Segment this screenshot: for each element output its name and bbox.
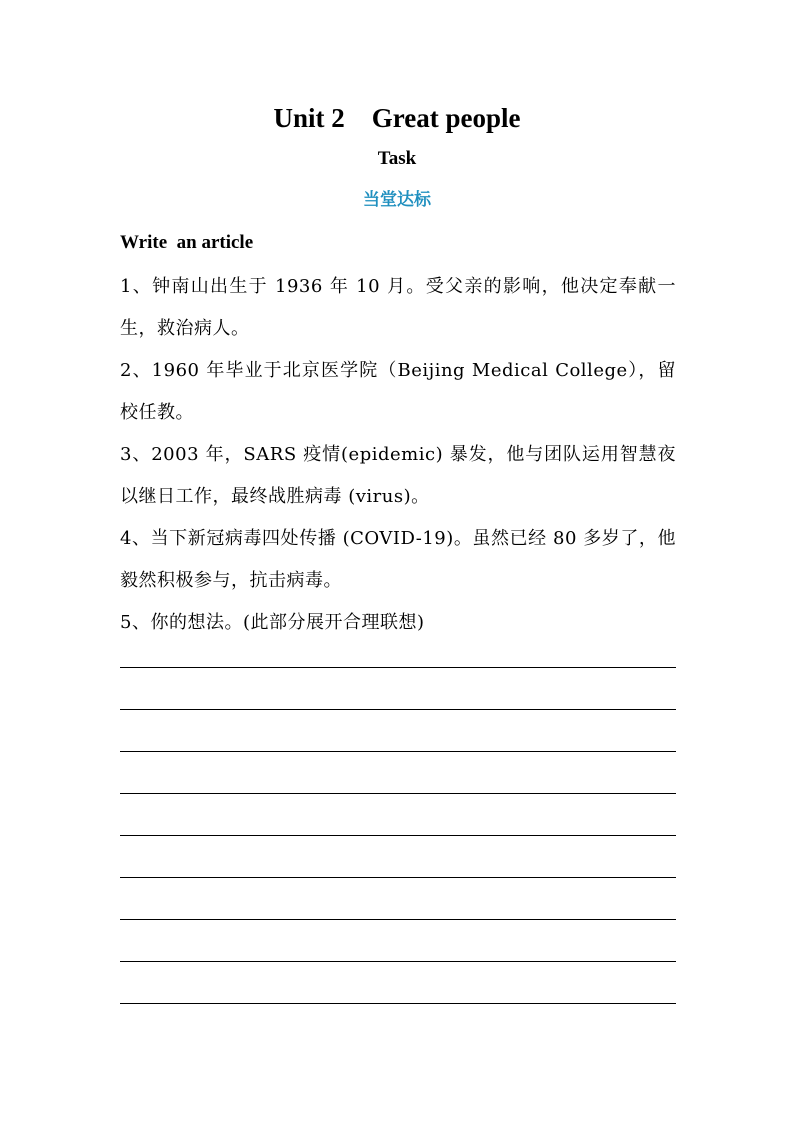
page-subtitle: Task (377, 148, 417, 169)
writing-line (120, 1003, 676, 1004)
writing-line (120, 919, 676, 920)
task-item-list (120, 266, 676, 644)
task-item-5: 5、你的想法。(此部分展开合理联想) (120, 612, 425, 633)
writing-area[interactable] (120, 667, 676, 1045)
writing-line (120, 961, 676, 962)
writing-line (120, 667, 676, 668)
section-label: 当堂达标 (363, 190, 431, 210)
page-title: Unit 2 Great people (273, 103, 521, 133)
writing-line (120, 835, 676, 836)
task-item-2: 2、1960 年毕业于北京医学院（Beijing Medical College），留校任教。 (120, 360, 676, 423)
writing-line (120, 709, 676, 710)
task-heading: Write an article (120, 232, 254, 253)
writing-line (120, 877, 676, 878)
writing-line (120, 793, 676, 794)
task-item-1: 1、钟南山出生于 1936 年 10 月。受父亲的影响，他决定奉献一生，救治病人。 (120, 276, 676, 339)
task-item-4: 4、当下新冠病毒四处传播 (COVID-19)。虽然已经 80 多岁了，他毅然积极参与，抗击病毒。 (120, 528, 676, 591)
task-item-3: 3、2003 年，SARS 疫情(epidemic) 暴发，他与团队运用智慧夜以继日工作，最终战胜病毒 (virus)。 (120, 444, 676, 507)
writing-line (120, 751, 676, 752)
